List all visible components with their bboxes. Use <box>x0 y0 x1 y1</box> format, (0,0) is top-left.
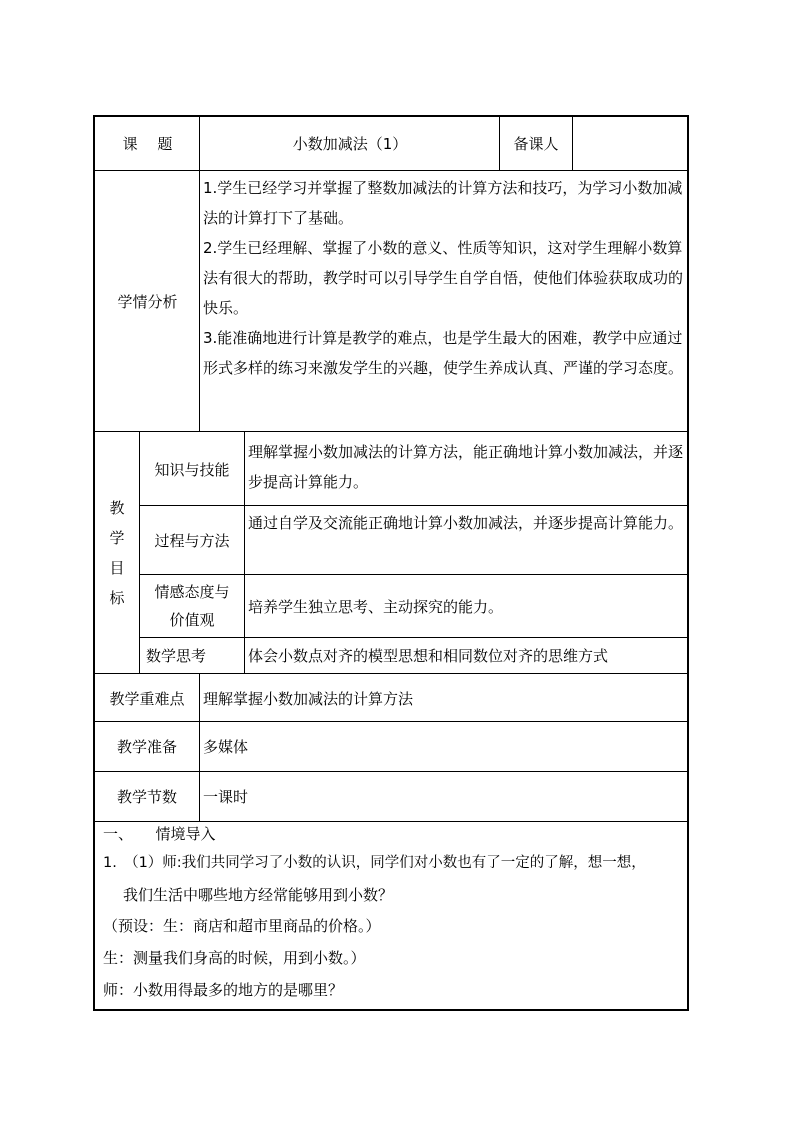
analysis-paragraph-1: 1.学生已经学习并掌握了整数加减法的计算方法和技巧，为学习小数加减法的计算打下了基础。 <box>203 179 683 227</box>
topic-label: 课 题 <box>122 135 173 153</box>
goal-label-process <box>140 506 244 574</box>
preparer-value-cell <box>573 117 689 170</box>
preparation-label-cell <box>95 722 199 771</box>
row-divider <box>139 637 687 638</box>
row-divider <box>139 574 687 575</box>
goal-label-thinking <box>140 638 244 672</box>
analysis-paragraph-3: 3.能准确地进行计算是教学的难点，也是学生最大的困难，教学中应通过形式多样的练习来激发学生的兴趣，使学生养成认真、严谨的学习态度。 <box>203 329 684 377</box>
goals-label-char-4: 标 <box>109 588 125 607</box>
preparation-value: 多媒体 <box>203 738 249 756</box>
analysis-label-cell <box>95 171 200 431</box>
goal-value-attitude <box>248 575 686 637</box>
goal-value-text: 通过自学及交流能正确地计算小数加减法，并逐步提高计算能力。 <box>248 514 684 532</box>
topic-value-cell <box>201 117 499 170</box>
row-divider <box>95 673 687 674</box>
row-divider <box>95 771 687 772</box>
goal-value-text: 理解掌握小数加减法的计算方法，能正确地计算小数加减法，并逐步提高计算能力。 <box>248 443 684 491</box>
column-divider <box>199 170 200 431</box>
process-line-2: 我们生活中哪些地方经常能够用到小数？ <box>123 886 394 904</box>
goal-label-text: 数学思考 <box>146 646 207 665</box>
topic-label-cell <box>95 117 200 170</box>
key-points-value: 理解掌握小数加减法的计算方法 <box>203 689 414 708</box>
lesson-plan-table <box>93 115 689 1011</box>
goal-label-attitude <box>140 575 244 637</box>
preparation-value-cell <box>203 722 687 771</box>
row-divider <box>95 721 687 722</box>
row-divider <box>95 431 687 432</box>
process-line-4: 生：测量我们身高的时候，用到小数。） <box>103 949 366 967</box>
goals-label-cell <box>95 433 139 672</box>
column-divider <box>499 117 500 170</box>
key-points-label: 教学重难点 <box>109 689 185 708</box>
goals-label-char-3: 目 <box>109 558 125 577</box>
column-divider <box>199 117 200 170</box>
preparer-label: 备课人 <box>513 135 559 153</box>
goal-label-text: 过程与方法 <box>154 531 230 550</box>
preparation-label: 教学准备 <box>116 738 177 756</box>
topic-value: 小数加减法（1） <box>292 135 408 153</box>
process-line-1: 1. （1）师:我们共同学习了小数的认识，同学们对小数也有了一定的了解，想一想， <box>103 855 646 871</box>
row-divider <box>139 505 687 506</box>
column-divider <box>244 431 245 673</box>
goals-label-char-2: 学 <box>109 528 125 547</box>
goal-label-text: 情感态度与价值观 <box>154 583 230 629</box>
row-divider <box>95 170 687 171</box>
column-divider <box>199 673 200 821</box>
key-points-label-cell <box>95 675 199 721</box>
goal-value-text: 体会小数点对齐的模型思想和相同数位对齐的思维方式 <box>248 646 609 665</box>
goal-label-text: 知识与技能 <box>154 460 230 479</box>
periods-label: 教学节数 <box>116 788 177 806</box>
key-points-value-cell <box>203 675 687 721</box>
analysis-content <box>203 173 687 429</box>
row-divider <box>95 821 687 822</box>
preparer-label-cell <box>500 117 572 170</box>
goals-label-char-1: 教 <box>109 498 125 517</box>
goal-value-thinking <box>248 638 686 672</box>
analysis-label: 学情分析 <box>117 292 178 311</box>
process-line-5: 师：小数用得最多的地方的是哪里？ <box>103 981 344 999</box>
goal-value-text: 培养学生独立思考、主动探究的能力。 <box>248 597 504 616</box>
periods-value: 一课时 <box>203 788 249 806</box>
goal-label-knowledge <box>140 433 244 505</box>
process-line-3: （预设：生：商店和超市里商品的价格。） <box>103 917 381 935</box>
column-divider <box>572 117 573 170</box>
goal-value-process <box>248 508 686 572</box>
section-heading: 一、 情境导入 <box>103 825 216 843</box>
analysis-paragraph-2: 2.学生已经理解、掌握了小数的意义、性质等知识，这对学生理解小数算法有很大的帮助，教学时可以引导学生自学自悟，使他们体验获取成功的快乐。 <box>203 239 684 317</box>
periods-label-cell <box>95 772 199 821</box>
periods-value-cell <box>203 772 687 821</box>
goal-value-knowledge <box>248 437 686 503</box>
column-divider <box>139 431 140 673</box>
process-section <box>103 822 687 1007</box>
